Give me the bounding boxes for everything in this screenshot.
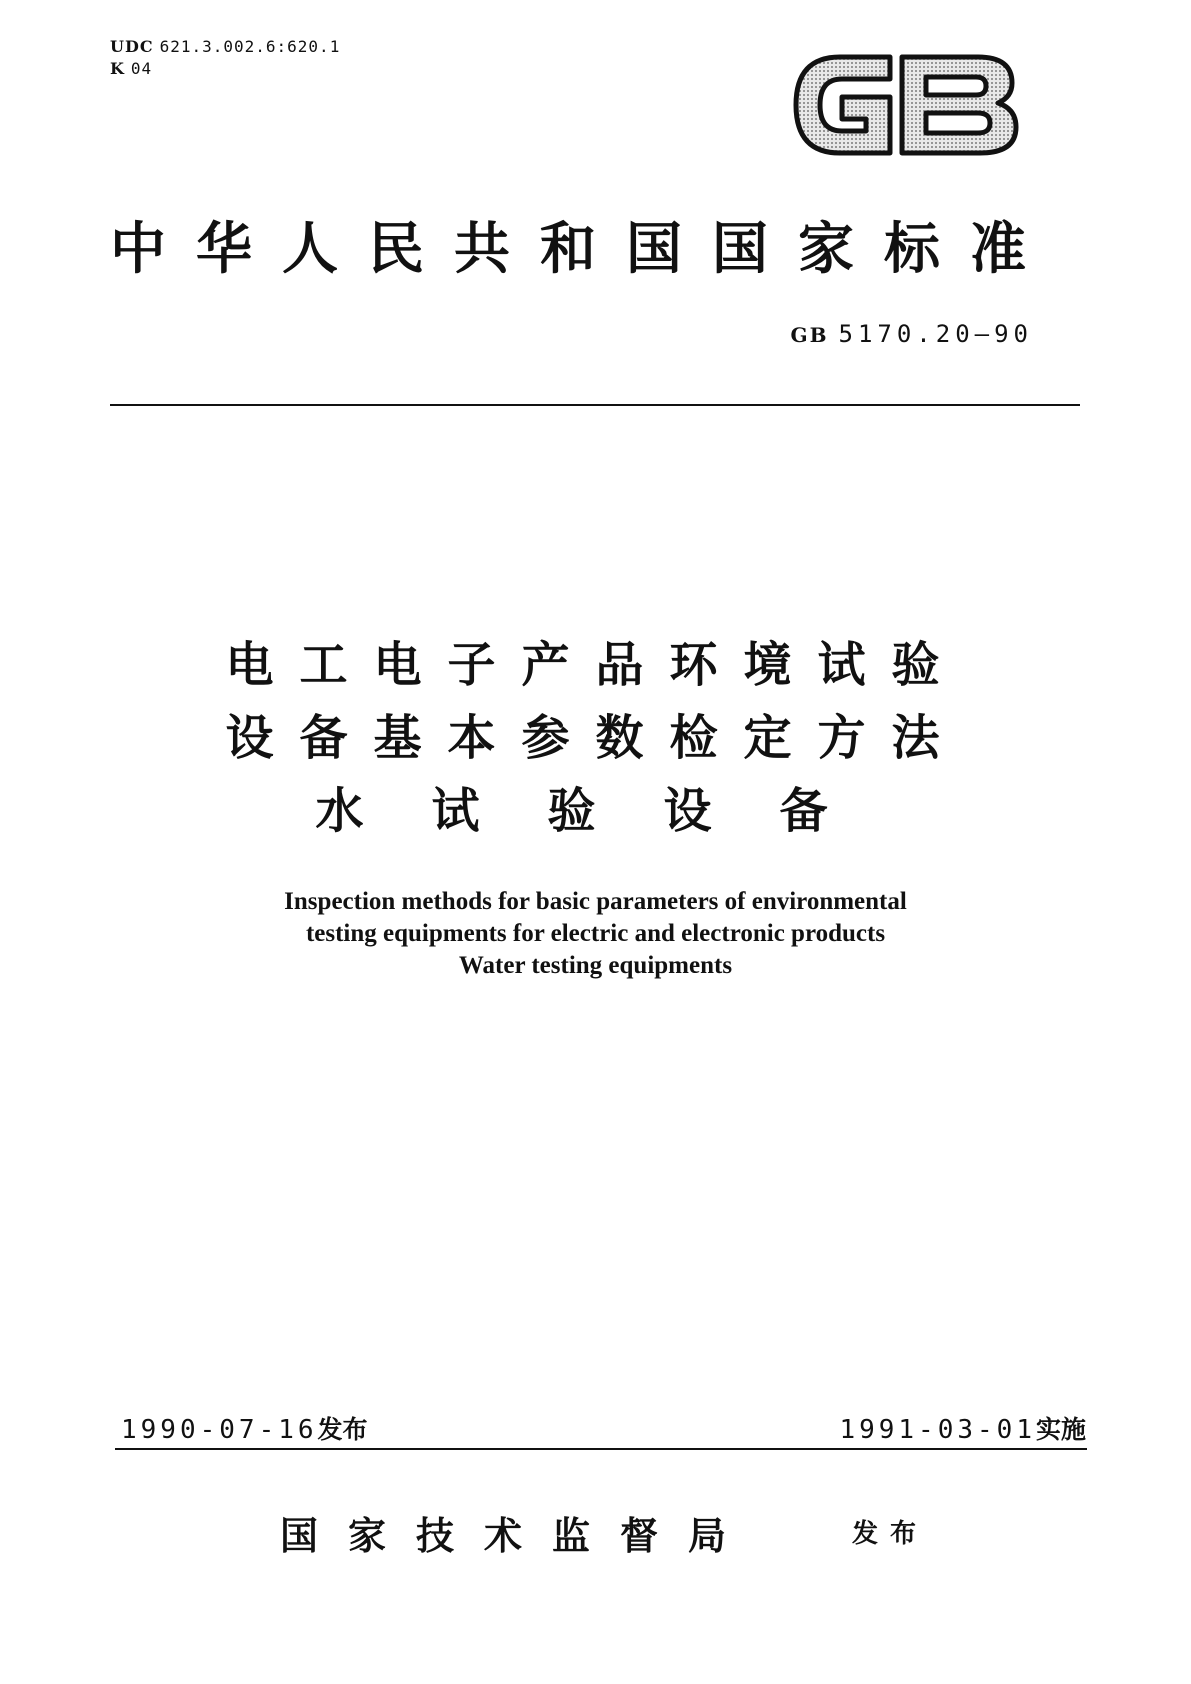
title-zh-line1: 电工电子产品环境试验 bbox=[225, 637, 966, 693]
gb-logo bbox=[790, 45, 1020, 165]
class-value: 04 bbox=[130, 59, 153, 78]
standard-number bbox=[791, 320, 1033, 348]
title-en-line3: Water testing equipments bbox=[458, 952, 733, 979]
title-zh-line3: 水试验设备 bbox=[315, 783, 896, 839]
udc-value: 621.3.002.6:620.1 bbox=[159, 37, 341, 56]
udc-line bbox=[110, 36, 340, 58]
udc-block bbox=[110, 36, 340, 80]
effective-date bbox=[839, 1410, 1086, 1446]
title-zh-line2: 设备基本参数检定方法 bbox=[225, 710, 966, 766]
standard-code: 5170.20—90 bbox=[838, 320, 1033, 348]
title-en-line2: testing equipments for electric and electronic products bbox=[305, 920, 886, 947]
release-date-value: 1990-07-16 bbox=[121, 1415, 318, 1445]
title-en-line1: Inspection methods for basic parameters of environmental bbox=[284, 888, 907, 915]
release-date bbox=[121, 1410, 368, 1446]
effective-date-value: 1991-03-01 bbox=[839, 1415, 1036, 1445]
effective-label: 实施 bbox=[1035, 1415, 1086, 1444]
issuer-name: 国家技术监督局 bbox=[280, 1513, 757, 1558]
national-standard-title: 中华人民共和国国家标准 bbox=[110, 216, 1056, 282]
udc-label: UDC bbox=[110, 37, 154, 56]
issued-label: 发布 bbox=[852, 1519, 929, 1549]
class-line bbox=[110, 58, 340, 80]
gb-logo-g bbox=[796, 57, 890, 153]
gb-logo-b bbox=[902, 57, 1016, 153]
bottom-divider bbox=[115, 1448, 1087, 1450]
class-label: K bbox=[110, 59, 125, 78]
top-divider bbox=[110, 404, 1080, 406]
standard-prefix: GB bbox=[790, 323, 829, 347]
release-label: 发布 bbox=[317, 1415, 368, 1444]
